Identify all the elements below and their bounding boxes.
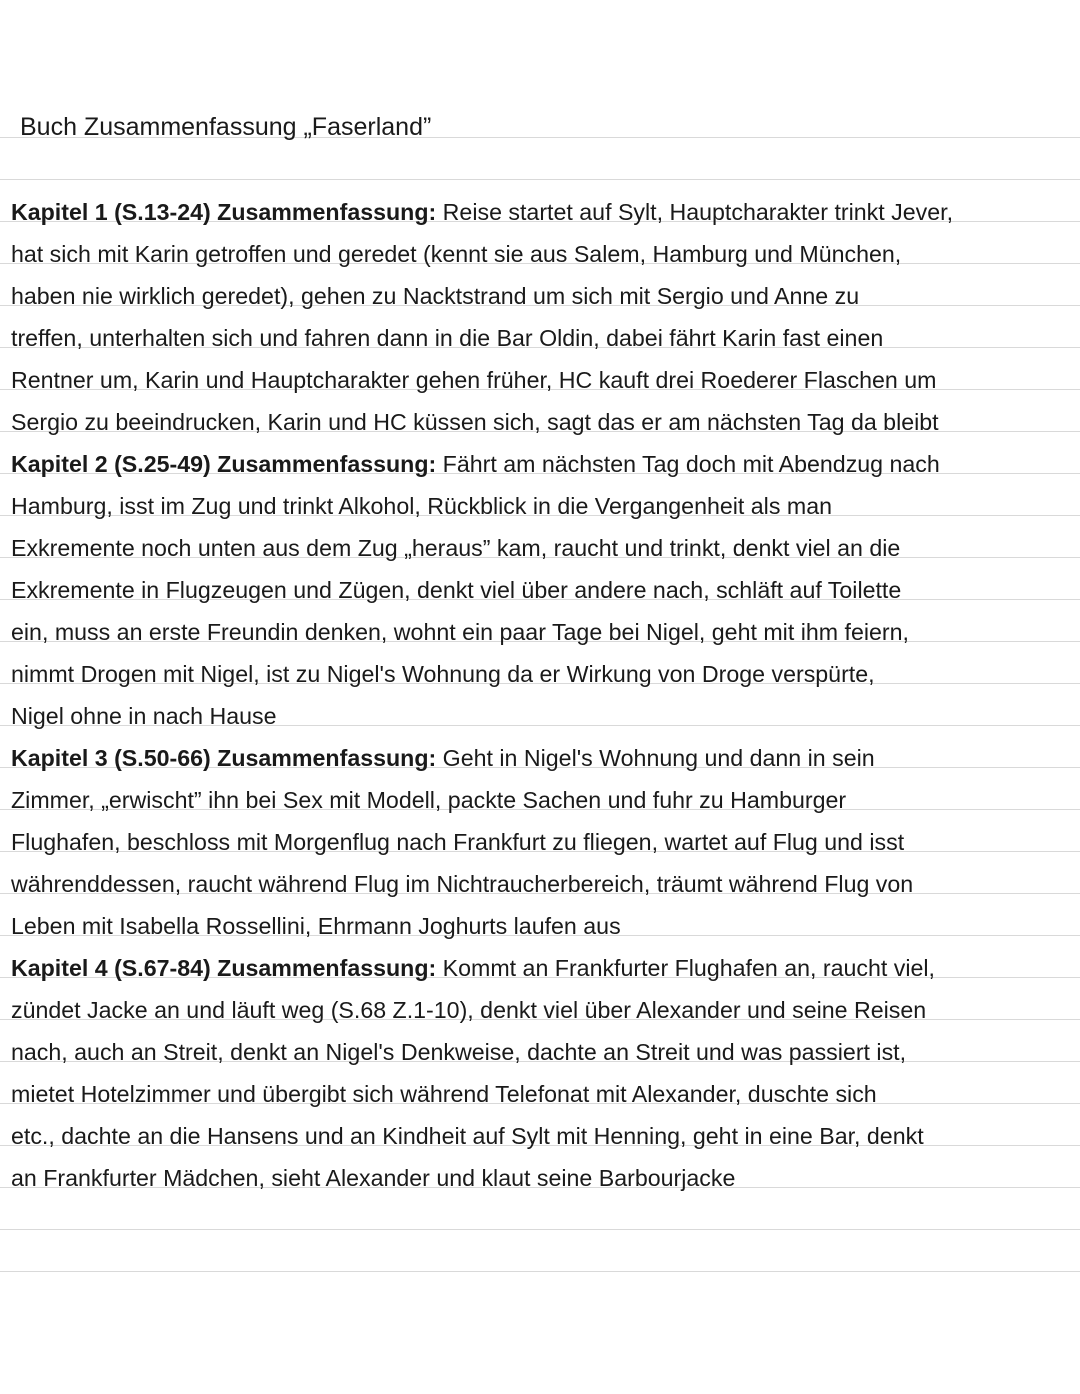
- chapter-2-line: ein, muss an erste Freundin denken, wohnt ein paar Tage bei Nigel, geht mit ihm feiern,: [11, 619, 909, 645]
- chapter-4-line: nach, auch an Streit, denkt an Nigel's Denkweise, dachte an Streit und was passiert ist,: [11, 1039, 907, 1065]
- chapter-1-line: Rentner um, Karin und Hauptcharakter gehen früher, HC kauft drei Roederer Flaschen um: [11, 367, 937, 393]
- chapter-3-line: Leben mit Isabella Rossellini, Ehrmann Joghurts laufen aus: [11, 913, 621, 939]
- chapter-4-text: Kommt an Frankfurter Flughafen an, raucht viel,: [436, 955, 935, 981]
- chapter-3-line: Flughafen, beschloss mit Morgenflug nach Frankfurt zu fliegen, wartet auf Flug und isst: [11, 829, 905, 855]
- chapter-2-line: Hamburg, isst im Zug und trinkt Alkohol, Rückblick in die Vergangenheit als man: [11, 493, 832, 519]
- chapter-4-line: mietet Hotelzimmer und übergibt sich während Telefonat mit Alexander, duschte sich: [11, 1081, 877, 1107]
- page-top-margin: [0, 0, 1080, 96]
- chapter-3-text: Geht in Nigel's Wohnung und dann in sein: [436, 745, 875, 771]
- chapter-1-line: haben nie wirklich geredet), gehen zu Nacktstrand um sich mit Sergio und Anne zu: [11, 283, 860, 309]
- chapter-1-label: Kapitel 1 (S.13-24) Zusammenfassung:: [11, 199, 437, 225]
- chapter-4-first-line: [11, 947, 1071, 989]
- chapter-1-line: Sergio zu beeindrucken, Karin und HC küssen sich, sagt das er am nächsten Tag da bleibt: [11, 409, 939, 435]
- chapter-1-first-line: [11, 191, 1071, 233]
- chapter-3-label: Kapitel 3 (S.50-66) Zusammenfassung:: [11, 745, 437, 771]
- chapter-3-line: Zimmer, „erwischt” ihn bei Sex mit Modell, packte Sachen und fuhr zu Hamburger: [11, 787, 847, 813]
- page-bottom-margin: [0, 1276, 1080, 1394]
- chapter-4-line: an Frankfurter Mädchen, sieht Alexander und klaut seine Barbourjacke: [11, 1165, 736, 1191]
- chapter-1-line: treffen, unterhalten sich und fahren dann in die Bar Oldin, dabei fährt Karin fast einen: [11, 325, 884, 351]
- chapter-3-first-line: [11, 737, 1071, 779]
- chapter-2-first-line: [11, 443, 1071, 485]
- chapter-2-label: Kapitel 2 (S.25-49) Zusammenfassung:: [11, 451, 437, 477]
- chapter-1-line: hat sich mit Karin getroffen und geredet (kennt sie aus Salem, Hamburg und München,: [11, 241, 902, 267]
- chapter-3-line: währenddessen, raucht während Flug im Nichtraucherbereich, träumt während Flug von: [11, 871, 914, 897]
- chapter-2-text: Fährt am nächsten Tag doch mit Abendzug nach: [436, 451, 940, 477]
- document-title: Buch Zusammenfassung „Faserland”: [20, 113, 432, 141]
- chapter-4-line: etc., dachte an die Hansens und an Kindheit auf Sylt mit Henning, geht in eine Bar, denkt: [11, 1123, 924, 1149]
- chapter-2-line: Exkremente noch unten aus dem Zug „heraus” kam, raucht und trinkt, denkt viel an die: [11, 535, 901, 561]
- chapter-4-line: zündet Jacke an und läuft weg (S.68 Z.1-10), denkt viel über Alexander und seine Reisen: [11, 997, 927, 1023]
- chapter-2-line: Exkremente in Flugzeugen und Zügen, denkt viel über andere nach, schläft auf Toilette: [11, 577, 902, 603]
- chapter-2-line: Nigel ohne in nach Hause: [11, 703, 277, 729]
- chapter-2-line: nimmt Drogen mit Nigel, ist zu Nigel's Wohnung da er Wirkung von Droge verspürte,: [11, 661, 875, 687]
- chapter-1-text: Reise startet auf Sylt, Hauptcharakter trinkt Jever,: [436, 199, 954, 225]
- summary-body: [11, 191, 1071, 1199]
- chapter-4-label: Kapitel 4 (S.67-84) Zusammenfassung:: [11, 955, 437, 981]
